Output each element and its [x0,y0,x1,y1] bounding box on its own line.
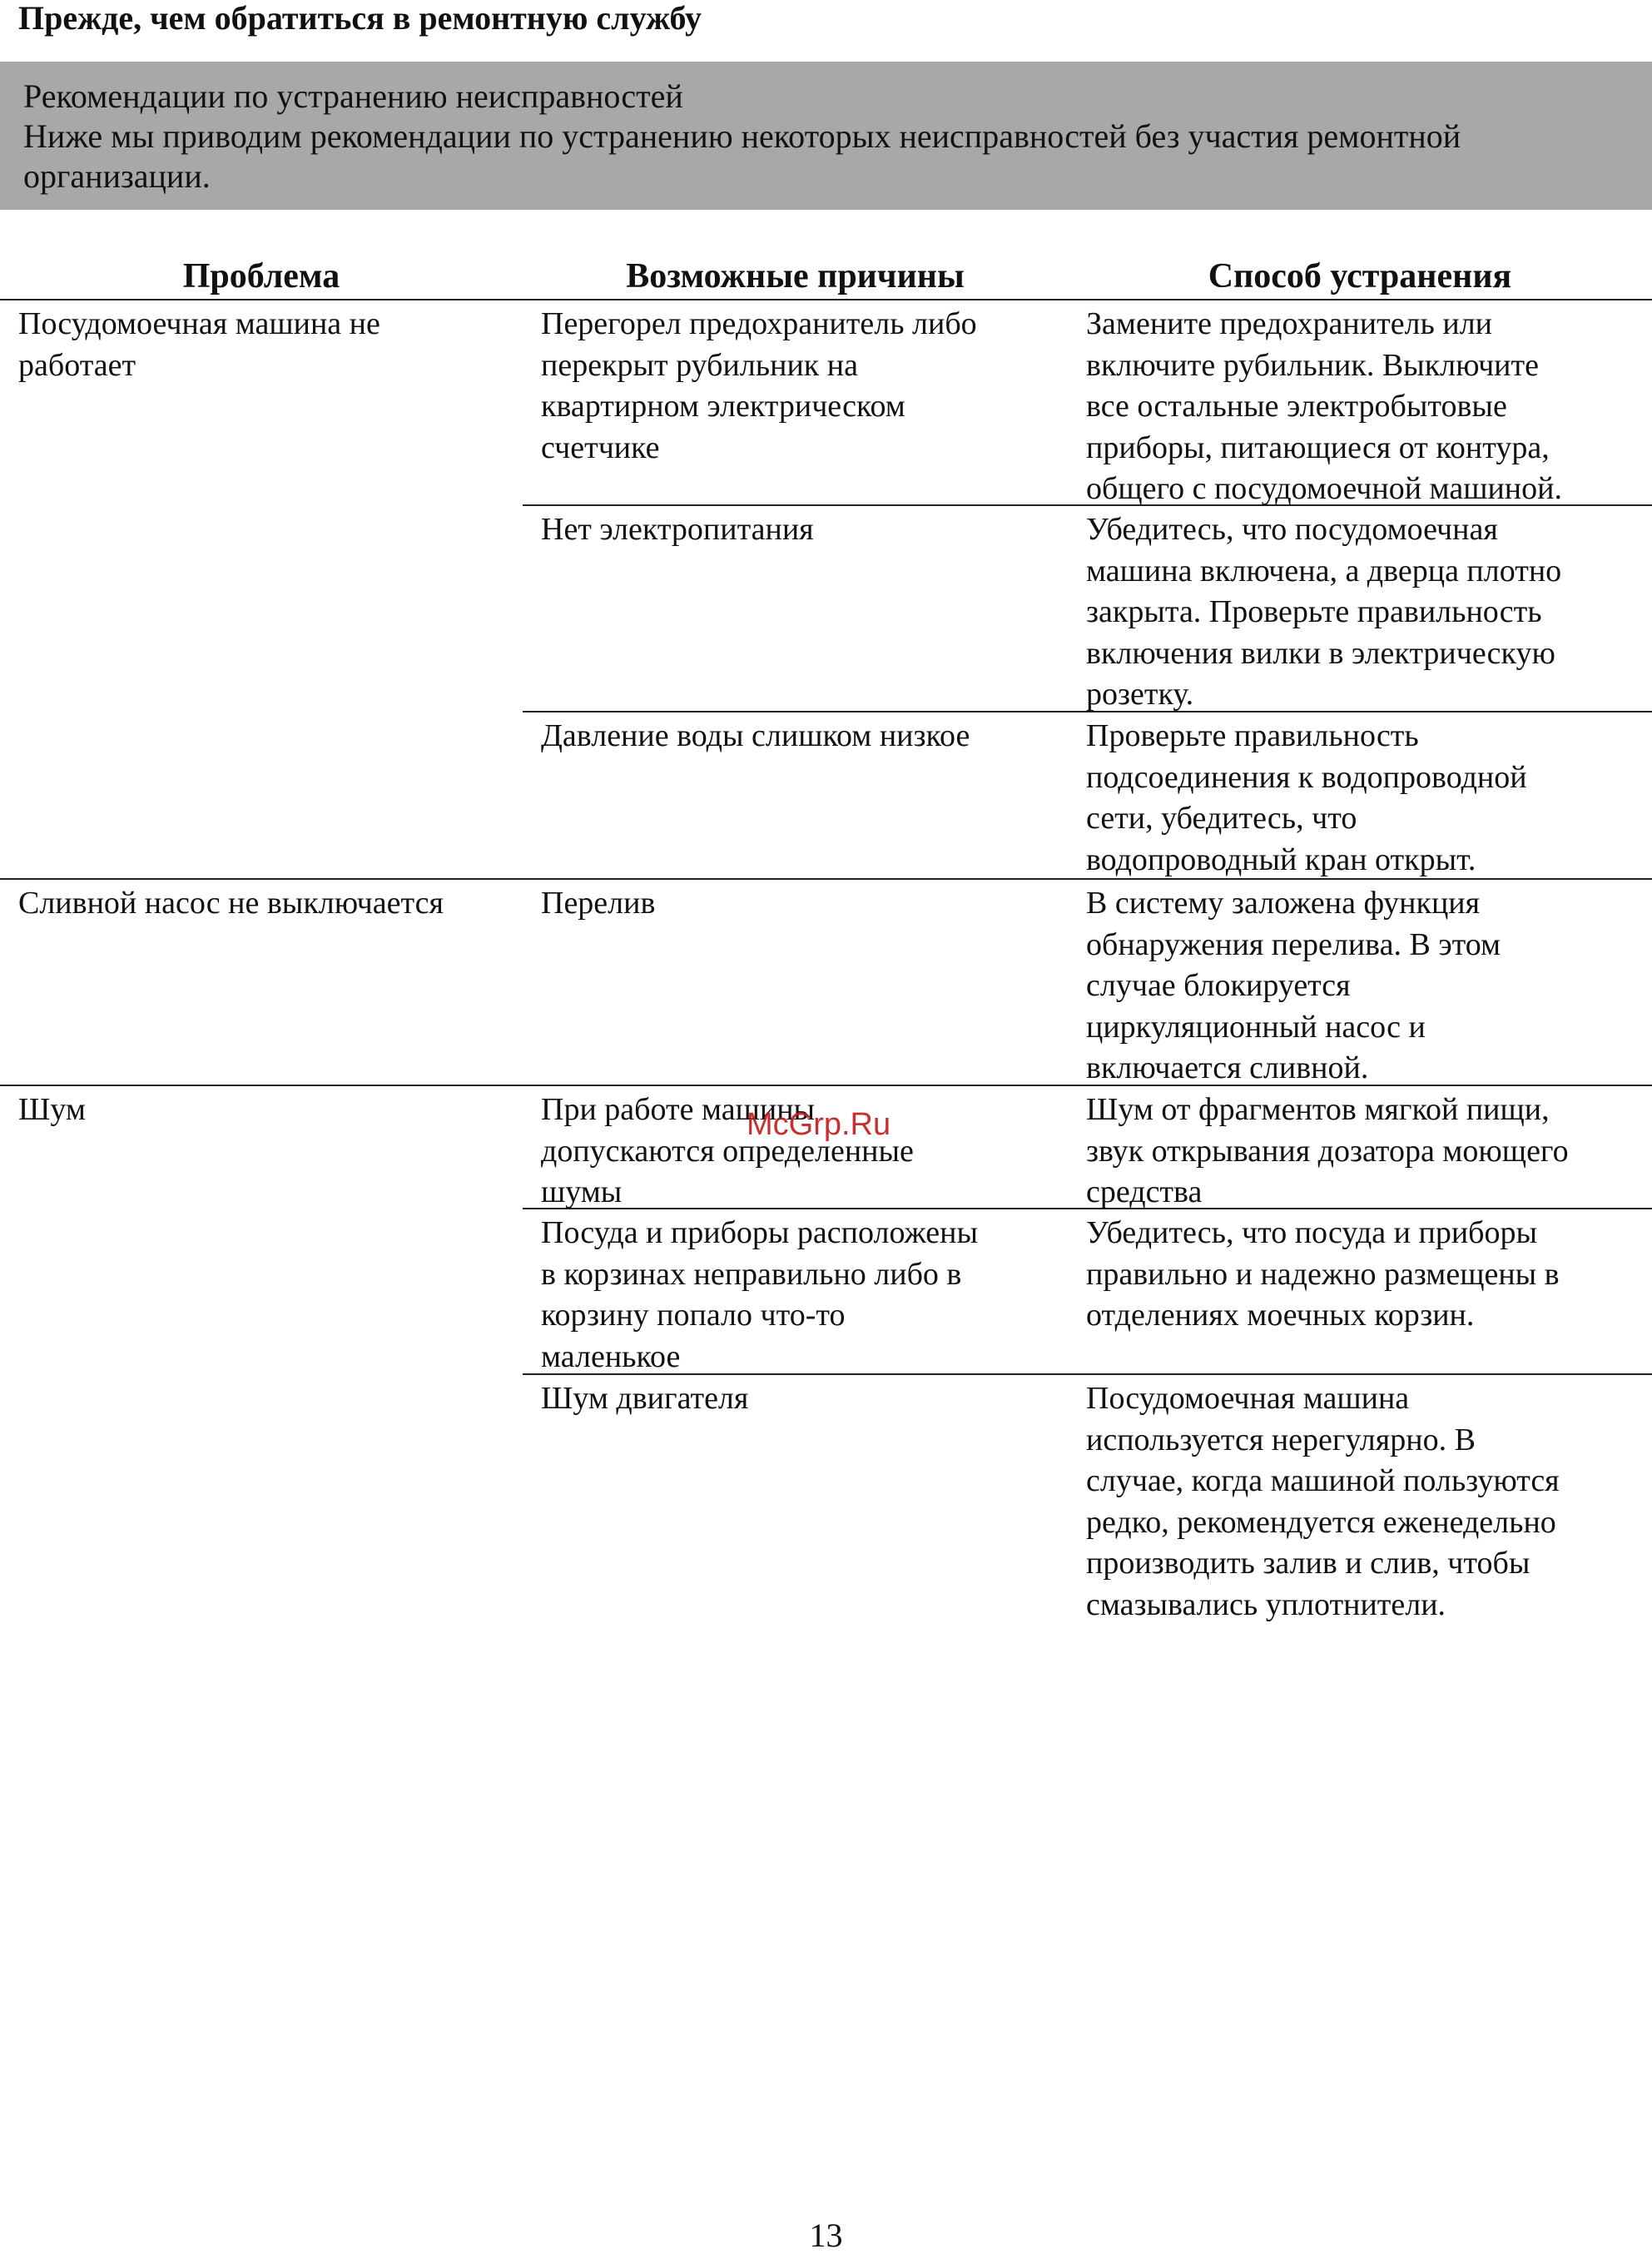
problem-line: Шум [18,1092,86,1127]
remedy-cell [1068,1209,1652,1373]
cause-line: квартирном электрическом [541,389,905,424]
page-title: Прежде, чем обратиться в ремонтную службу [18,0,702,37]
remedy-line: все остальные электробытовые [1086,389,1507,424]
remedy-line: Шум от фрагментов мягкой пищи, [1086,1092,1550,1127]
remedy-line: правильно и надежно размещены в [1086,1256,1560,1292]
cause-line: корзину попало что-то [541,1298,846,1333]
remedy-line: Проверьте правильность [1086,718,1419,753]
table-row [523,1375,1652,1633]
table-group-noise [0,1086,1652,1633]
cause-cell [523,712,1068,878]
cause-line: маленькое [541,1338,681,1374]
intro-text-line: Ниже мы приводим рекомендации по устранению некоторых неисправностей без участия ремонтной [23,117,1461,155]
remedy-line: В систему заложена функция [1086,886,1481,921]
intro-box [0,62,1652,210]
remedy-line: закрыта. Проверьте правильность [1086,594,1542,629]
problem-line: Посудомоечная машина не [18,306,380,341]
problem-cell [0,880,523,1085]
remedy-line: включения вилки в электрическую [1086,635,1555,671]
remedy-line: подсоединения к водопроводной [1086,759,1527,795]
cause-line: Перелив [541,886,656,921]
table-row [523,506,1652,712]
table-row [523,880,1652,1085]
header-causes: Возможные причины [626,257,965,295]
cause-cell [523,880,1068,1085]
remedy-cell [1068,712,1652,878]
remedy-line: используется нерегулярно. В [1086,1422,1476,1457]
table-row [523,1086,1652,1209]
remedy-cell [1068,300,1652,504]
remedy-line: смазывались уплотнители. [1086,1586,1446,1622]
cause-line: шумы [541,1174,623,1209]
cause-line: счетчике [541,429,660,465]
cause-line: Шум двигателя [541,1381,749,1416]
remedy-line: случае, когда машиной пользуются [1086,1463,1560,1498]
cause-cell [523,1209,1068,1373]
cause-line: Перегорел предохранитель либо [541,306,977,341]
remedy-line: случае блокируется [1086,968,1351,1003]
remedy-line: сети, убедитесь, что [1086,801,1357,836]
remedy-cell [1068,1086,1652,1208]
cause-line: допускаются определенные [541,1133,914,1169]
cause-cell [523,1375,1068,1633]
cause-line: в корзинах неправильно либо в [541,1256,962,1292]
intro-text-line: организации. [23,157,211,195]
remedy-cell [1068,506,1652,711]
cause-line: Посуда и приборы расположены [541,1215,979,1250]
table-row [523,1209,1652,1375]
watermark: McGrp.Ru [747,1107,891,1142]
cause-cell [523,300,1068,504]
table-header-row [0,254,1652,300]
remedy-line: обнаружения перелива. В этом [1086,926,1501,962]
remedy-line: машина включена, а дверца плотно [1086,553,1562,588]
cause-cell [523,506,1068,711]
cause-cell [523,1086,1068,1208]
remedy-line: общего с посудомоечной машиной. [1086,471,1562,506]
troubleshooting-table [0,254,1652,1633]
page-number: 13 [809,2217,843,2254]
remedy-line: розетку. [1086,677,1194,712]
table-group-not-working [0,300,1652,880]
remedy-line: Убедитесь, что посудомоечная [1086,512,1498,547]
remedy-line: звук открывания дозатора моющего [1086,1133,1569,1169]
remedy-line: средства [1086,1174,1203,1209]
header-remedy: Способ устранения [1208,257,1512,295]
cause-line: Нет электропитания [541,512,814,547]
problem-line: работает [18,347,136,383]
header-problem: Проблема [182,257,340,295]
remedy-line: водопроводный кран открыт. [1086,842,1476,877]
problem-cell [0,1086,523,1633]
cause-line: При работе машины [541,1092,816,1127]
remedy-line: редко, рекомендуется еженедельно [1086,1504,1556,1540]
cause-line: Давление воды слишком низкое [541,718,970,753]
table-row [523,300,1652,506]
remedy-line: отделениях моечных корзин. [1086,1298,1475,1333]
cause-line: перекрыт рубильник на [541,347,858,383]
remedy-line: Посудомоечная машина [1086,1381,1410,1416]
remedy-line: включается сливной. [1086,1050,1369,1085]
intro-heading: Рекомендации по устранению неисправностей [23,77,683,115]
remedy-cell [1068,1375,1652,1633]
remedy-cell [1068,880,1652,1085]
remedy-line: приборы, питающиеся от контура, [1086,429,1550,465]
problem-cell [0,300,523,878]
remedy-line: производить залив и слив, чтобы [1086,1546,1530,1581]
remedy-line: включите рубильник. Выключите [1086,347,1539,383]
remedy-line: Замените предохранитель или [1086,306,1492,341]
table-row [523,712,1652,878]
remedy-line: циркуляционный насос и [1086,1009,1426,1045]
table-group-drain-pump [0,880,1652,1086]
problem-line: Сливной насос не выключается [18,886,444,921]
remedy-line: Убедитесь, что посуда и приборы [1086,1215,1538,1250]
